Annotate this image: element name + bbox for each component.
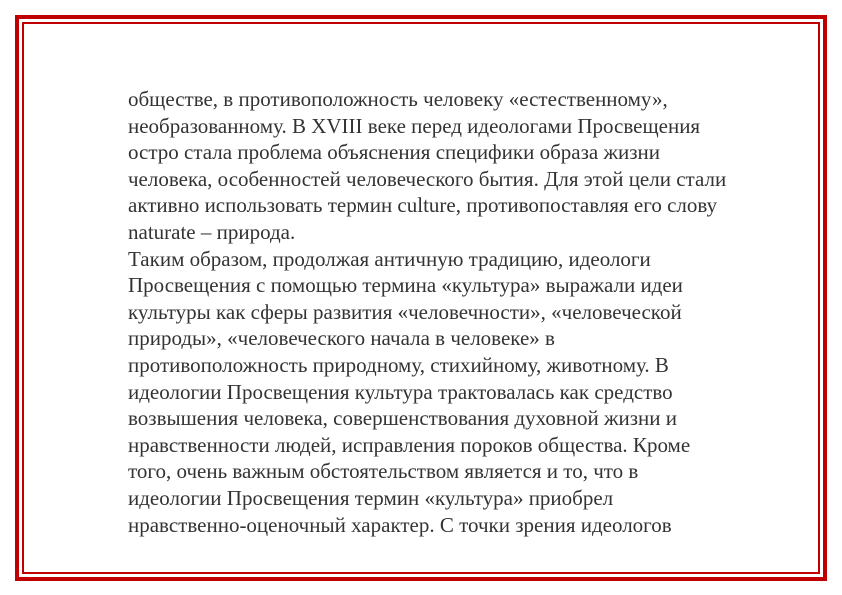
text-line: необразованному. В XVIII веке перед идеологами Просвещения: [128, 113, 701, 138]
text-line: возвышения человека, совершенствования духовной жизни и: [128, 406, 677, 431]
text-line: Таким образом, продолжая античную традицию, идеологи: [128, 246, 651, 271]
text-line: идеологии Просвещения термин «культура» приобрел: [128, 485, 614, 510]
text-line: того, очень важным обстоятельством является и то, что в: [128, 459, 639, 484]
text-line: человека, особенностей человеческого бытия. Для этой цели стали: [128, 166, 727, 191]
text-line: идеологии Просвещения культура трактовалась как средство: [128, 379, 673, 404]
text-line: нравственно-оценочный характер. С точки зрения идеологов: [128, 512, 672, 537]
text-line: остро стала проблема объяснения специфики образа жизни: [128, 140, 660, 165]
text-line: активно использовать термин culture, противопоставляя его слову: [128, 193, 718, 218]
body-text: [128, 86, 768, 538]
text-line: Просвещения с помощью термина «культура» выражали идеи: [128, 273, 683, 298]
text-line: природы», «человеческого начала в человеке» в: [128, 326, 555, 351]
text-line: нравственности людей, исправления пороков общества. Кроме: [128, 432, 691, 457]
text-line: обществе, в противоположность человеку «естественному»,: [128, 87, 668, 111]
text-line: культуры как сферы развития «человечности», «человеческой: [128, 299, 682, 324]
text-line: противоположность природному, стихийному, животному. В: [128, 352, 669, 377]
text-line: naturate – природа.: [128, 219, 296, 244]
